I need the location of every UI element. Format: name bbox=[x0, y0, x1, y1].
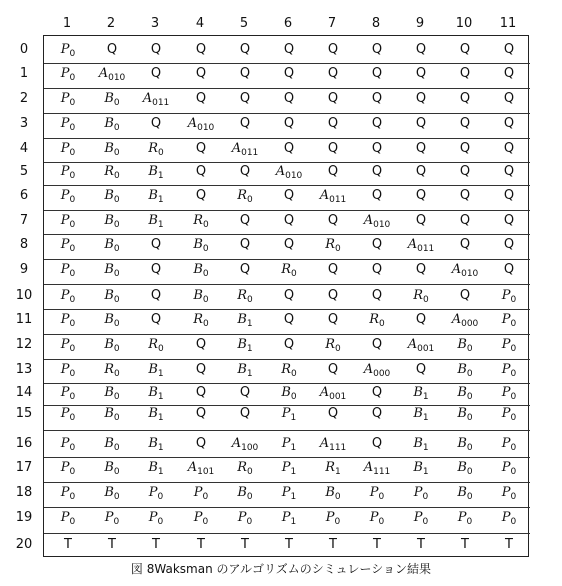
column-header: 10 bbox=[455, 16, 473, 31]
table-cell: $B_0$ bbox=[193, 288, 209, 305]
row-divider bbox=[44, 234, 530, 235]
table-cell: Q bbox=[283, 141, 295, 156]
row-divider bbox=[44, 210, 530, 211]
table-cell: $R_0$ bbox=[281, 262, 297, 279]
table-cell: $A_{101}$ bbox=[187, 460, 215, 477]
table-cell: $R_0$ bbox=[104, 362, 120, 379]
table-cell: Q bbox=[150, 262, 162, 277]
table-cell: $B_1$ bbox=[413, 385, 429, 402]
row-header: 2 bbox=[19, 91, 29, 106]
row-divider bbox=[44, 309, 530, 310]
table-cell: $B_0$ bbox=[104, 385, 120, 402]
table-cell: $P_1$ bbox=[281, 510, 297, 527]
table-cell: Q bbox=[150, 66, 162, 81]
table-cell: Q bbox=[371, 42, 383, 57]
table-cell: Q bbox=[239, 213, 251, 228]
table-cell: Q bbox=[239, 42, 251, 57]
table-cell: $B_0$ bbox=[104, 188, 120, 205]
table-cell: Q bbox=[327, 91, 339, 106]
column-header: 2 bbox=[106, 16, 116, 31]
table-cell: $R_0$ bbox=[413, 288, 429, 305]
table-cell: Q bbox=[371, 91, 383, 106]
row-divider bbox=[44, 507, 530, 508]
table-cell: Q bbox=[371, 406, 383, 421]
table-cell: Q bbox=[283, 188, 295, 203]
table-cell: $P_0$ bbox=[60, 337, 76, 354]
column-header: 11 bbox=[499, 16, 517, 31]
table-cell: $B_0$ bbox=[193, 237, 209, 254]
table-cell: $P_0$ bbox=[501, 510, 517, 527]
table-cell: Q bbox=[415, 116, 427, 131]
table-cell: $R_0$ bbox=[325, 237, 341, 254]
row-divider bbox=[44, 138, 530, 139]
row-header: 14 bbox=[15, 385, 33, 400]
table-cell: T bbox=[505, 537, 513, 552]
table-cell: Q bbox=[150, 116, 162, 131]
table-cell: Q bbox=[371, 436, 383, 451]
table-cell: $P_0$ bbox=[148, 510, 164, 527]
table-cell: $P_1$ bbox=[281, 406, 297, 423]
table-cell: Q bbox=[239, 91, 251, 106]
table-cell: $P_0$ bbox=[60, 510, 76, 527]
table-cell: $B_0$ bbox=[104, 485, 120, 502]
table-cell: Q bbox=[283, 337, 295, 352]
table-cell: T bbox=[241, 537, 249, 552]
table-cell: $P_0$ bbox=[237, 510, 253, 527]
row-divider bbox=[44, 533, 530, 534]
row-header: 4 bbox=[19, 141, 29, 156]
table-cell: Q bbox=[327, 406, 339, 421]
table-cell: Q bbox=[459, 288, 471, 303]
table-cell: Q bbox=[195, 42, 207, 57]
table-cell: Q bbox=[503, 237, 515, 252]
table-cell: $P_0$ bbox=[60, 362, 76, 379]
table-cell: $P_0$ bbox=[60, 116, 76, 133]
table-cell: Q bbox=[195, 141, 207, 156]
row-header: 10 bbox=[15, 288, 33, 303]
table-cell: $P_0$ bbox=[60, 91, 76, 108]
table-cell: Q bbox=[459, 42, 471, 57]
table-cell: Q bbox=[283, 66, 295, 81]
table-cell: $A_{100}$ bbox=[231, 436, 259, 453]
row-header: 1 bbox=[19, 66, 29, 81]
table-cell: $B_0$ bbox=[104, 141, 120, 158]
table-cell: $A_{111}$ bbox=[363, 460, 391, 477]
table-cell: $B_0$ bbox=[457, 337, 473, 354]
table-cell: Q bbox=[371, 288, 383, 303]
table-cell: Q bbox=[239, 164, 251, 179]
table-cell: Q bbox=[239, 116, 251, 131]
table-cell: Q bbox=[415, 91, 427, 106]
table-cell: $P_0$ bbox=[413, 485, 429, 502]
table-cell: $B_0$ bbox=[281, 385, 297, 402]
table-cell: Q bbox=[459, 188, 471, 203]
table-cell: $P_0$ bbox=[501, 362, 517, 379]
table-cell: $A_{010}$ bbox=[451, 262, 479, 279]
table-cell: Q bbox=[503, 141, 515, 156]
table-cell: $B_1$ bbox=[237, 312, 253, 329]
simulation-table bbox=[43, 35, 529, 557]
table-cell: Q bbox=[371, 188, 383, 203]
table-cell: Q bbox=[195, 362, 207, 377]
row-header: 18 bbox=[15, 485, 33, 500]
table-cell: $P_0$ bbox=[60, 385, 76, 402]
table-cell: $B_0$ bbox=[104, 288, 120, 305]
table-cell: $P_1$ bbox=[281, 436, 297, 453]
table-cell: $B_1$ bbox=[148, 362, 164, 379]
table-cell: Q bbox=[195, 406, 207, 421]
table-cell: Q bbox=[239, 385, 251, 400]
row-divider bbox=[44, 63, 530, 64]
table-cell: Q bbox=[195, 337, 207, 352]
table-cell: Q bbox=[283, 42, 295, 57]
row-header: 5 bbox=[19, 164, 29, 179]
table-cell: Q bbox=[371, 237, 383, 252]
table-cell: Q bbox=[371, 337, 383, 352]
table-cell: Q bbox=[459, 66, 471, 81]
table-cell: $P_0$ bbox=[501, 436, 517, 453]
table-cell: $A_{010}$ bbox=[275, 164, 303, 181]
table-cell: $A_{000}$ bbox=[451, 312, 479, 329]
table-cell: Q bbox=[283, 237, 295, 252]
table-cell: T bbox=[373, 537, 381, 552]
table-cell: $P_0$ bbox=[501, 485, 517, 502]
row-header: 6 bbox=[19, 188, 29, 203]
table-cell: $B_0$ bbox=[104, 262, 120, 279]
table-cell: $A_{011}$ bbox=[407, 237, 435, 254]
column-header: 9 bbox=[415, 16, 425, 31]
table-cell: T bbox=[285, 537, 293, 552]
table-cell: T bbox=[461, 537, 469, 552]
table-cell: Q bbox=[503, 66, 515, 81]
table-cell: $P_0$ bbox=[60, 460, 76, 477]
table-cell: $B_0$ bbox=[104, 237, 120, 254]
table-cell: $R_0$ bbox=[193, 213, 209, 230]
table-cell: T bbox=[64, 537, 72, 552]
table-cell: Q bbox=[283, 312, 295, 327]
column-header: 4 bbox=[195, 16, 205, 31]
table-cell: $P_0$ bbox=[60, 188, 76, 205]
row-divider bbox=[44, 259, 530, 260]
table-cell: $A_{011}$ bbox=[231, 141, 259, 158]
table-cell: $P_0$ bbox=[60, 141, 76, 158]
table-cell: $B_0$ bbox=[457, 362, 473, 379]
table-cell: $B_0$ bbox=[457, 460, 473, 477]
table-cell: $P_0$ bbox=[60, 213, 76, 230]
column-header: 6 bbox=[283, 16, 293, 31]
table-cell: Q bbox=[327, 362, 339, 377]
table-cell: $B_0$ bbox=[325, 485, 341, 502]
table-cell: $R_0$ bbox=[148, 141, 164, 158]
table-cell: $P_0$ bbox=[369, 485, 385, 502]
table-cell: $B_0$ bbox=[457, 485, 473, 502]
row-header: 9 bbox=[19, 262, 29, 277]
row-header: 20 bbox=[15, 537, 33, 552]
table-cell: Q bbox=[459, 141, 471, 156]
table-cell: $R_0$ bbox=[325, 337, 341, 354]
column-header: 7 bbox=[327, 16, 337, 31]
table-cell: $R_0$ bbox=[237, 460, 253, 477]
table-cell: $P_0$ bbox=[60, 66, 76, 83]
table-cell: Q bbox=[195, 385, 207, 400]
table-cell: Q bbox=[239, 262, 251, 277]
table-cell: $R_0$ bbox=[369, 312, 385, 329]
table-cell: Q bbox=[503, 91, 515, 106]
table-cell: $B_1$ bbox=[413, 406, 429, 423]
row-header: 8 bbox=[19, 237, 29, 252]
table-cell: $P_0$ bbox=[325, 510, 341, 527]
table-cell: Q bbox=[327, 312, 339, 327]
table-cell: $P_0$ bbox=[60, 42, 76, 59]
table-cell: $B_0$ bbox=[104, 406, 120, 423]
table-cell: Q bbox=[459, 213, 471, 228]
table-cell: $B_1$ bbox=[237, 362, 253, 379]
table-cell: Q bbox=[283, 116, 295, 131]
row-divider bbox=[44, 88, 530, 89]
row-divider bbox=[44, 334, 530, 335]
table-cell: $B_0$ bbox=[104, 337, 120, 354]
table-cell: $P_0$ bbox=[60, 288, 76, 305]
row-header: 16 bbox=[15, 436, 33, 451]
table-cell: $P_0$ bbox=[369, 510, 385, 527]
table-cell: $P_1$ bbox=[281, 460, 297, 477]
table-cell: $P_1$ bbox=[281, 485, 297, 502]
table-cell: Q bbox=[150, 237, 162, 252]
table-cell: Q bbox=[503, 262, 515, 277]
table-cell: $P_0$ bbox=[457, 510, 473, 527]
table-cell: Q bbox=[195, 164, 207, 179]
table-cell: $P_0$ bbox=[60, 406, 76, 423]
table-cell: Q bbox=[503, 116, 515, 131]
table-cell: $B_0$ bbox=[104, 91, 120, 108]
table-cell: $P_0$ bbox=[60, 237, 76, 254]
table-cell: T bbox=[152, 537, 160, 552]
table-cell: $B_1$ bbox=[237, 337, 253, 354]
table-cell: Q bbox=[106, 42, 118, 57]
row-header: 17 bbox=[15, 460, 33, 475]
table-cell: Q bbox=[239, 406, 251, 421]
table-cell: $B_0$ bbox=[104, 312, 120, 329]
table-cell: Q bbox=[150, 42, 162, 57]
table-cell: $B_0$ bbox=[104, 213, 120, 230]
table-cell: $A_{000}$ bbox=[363, 362, 391, 379]
table-cell: $P_0$ bbox=[60, 485, 76, 502]
table-cell: Q bbox=[327, 66, 339, 81]
table-cell: $R_0$ bbox=[148, 337, 164, 354]
table-cell: Q bbox=[459, 116, 471, 131]
column-header: 3 bbox=[150, 16, 160, 31]
row-divider bbox=[44, 383, 530, 384]
table-cell: $A_{010}$ bbox=[98, 66, 126, 83]
table-cell: $R_0$ bbox=[237, 188, 253, 205]
table-cell: $B_1$ bbox=[148, 164, 164, 181]
table-cell: $A_{001}$ bbox=[407, 337, 435, 354]
row-header: 15 bbox=[15, 406, 33, 421]
table-cell: Q bbox=[150, 288, 162, 303]
table-cell: Q bbox=[195, 188, 207, 203]
table-cell: $B_0$ bbox=[237, 485, 253, 502]
column-header: 1 bbox=[62, 16, 72, 31]
row-divider bbox=[44, 482, 530, 483]
table-cell: $P_0$ bbox=[501, 406, 517, 423]
table-cell: $B_1$ bbox=[148, 460, 164, 477]
table-cell: Q bbox=[327, 42, 339, 57]
table-cell: $P_0$ bbox=[501, 460, 517, 477]
table-cell: $B_0$ bbox=[457, 436, 473, 453]
row-header: 12 bbox=[15, 337, 33, 352]
table-cell: Q bbox=[415, 42, 427, 57]
table-cell: Q bbox=[503, 164, 515, 179]
column-header: 5 bbox=[239, 16, 249, 31]
table-cell: $B_1$ bbox=[148, 406, 164, 423]
table-cell: Q bbox=[150, 312, 162, 327]
row-header: 0 bbox=[19, 42, 29, 57]
table-cell: $R_0$ bbox=[281, 362, 297, 379]
table-cell: Q bbox=[459, 237, 471, 252]
table-cell: $A_{111}$ bbox=[319, 436, 347, 453]
table-cell: $P_0$ bbox=[193, 510, 209, 527]
table-cell: T bbox=[197, 537, 205, 552]
table-cell: $P_0$ bbox=[104, 510, 120, 527]
table-cell: Q bbox=[239, 237, 251, 252]
row-divider bbox=[44, 430, 530, 431]
table-cell: Q bbox=[327, 288, 339, 303]
table-cell: $P_0$ bbox=[60, 164, 76, 181]
table-cell: Q bbox=[415, 262, 427, 277]
table-cell: Q bbox=[371, 66, 383, 81]
table-cell: T bbox=[108, 537, 116, 552]
table-cell: Q bbox=[415, 164, 427, 179]
row-divider bbox=[44, 162, 530, 163]
table-cell: $P_0$ bbox=[60, 436, 76, 453]
table-cell: $B_0$ bbox=[104, 460, 120, 477]
table-cell: Q bbox=[283, 91, 295, 106]
table-cell: Q bbox=[327, 213, 339, 228]
table-cell: $P_0$ bbox=[148, 485, 164, 502]
row-header: 11 bbox=[15, 312, 33, 327]
table-cell: $P_0$ bbox=[60, 262, 76, 279]
table-cell: Q bbox=[503, 213, 515, 228]
table-cell: Q bbox=[459, 91, 471, 106]
row-divider bbox=[44, 457, 530, 458]
row-divider bbox=[44, 359, 530, 360]
row-header: 19 bbox=[15, 510, 33, 525]
table-cell: Q bbox=[371, 385, 383, 400]
table-cell: Q bbox=[195, 66, 207, 81]
table-cell: Q bbox=[195, 436, 207, 451]
table-cell: T bbox=[417, 537, 425, 552]
table-cell: $R_0$ bbox=[104, 164, 120, 181]
table-cell: $P_0$ bbox=[193, 485, 209, 502]
table-cell: Q bbox=[327, 164, 339, 179]
table-cell: Q bbox=[327, 262, 339, 277]
table-cell: Q bbox=[371, 164, 383, 179]
table-cell: $B_1$ bbox=[413, 436, 429, 453]
row-header: 3 bbox=[19, 116, 29, 131]
table-cell: $R_1$ bbox=[325, 460, 341, 477]
table-cell: Q bbox=[503, 42, 515, 57]
row-divider bbox=[44, 284, 530, 285]
table-cell: $B_0$ bbox=[104, 436, 120, 453]
table-cell: Q bbox=[327, 141, 339, 156]
row-divider bbox=[44, 185, 530, 186]
row-divider bbox=[44, 113, 530, 114]
table-cell: Q bbox=[283, 288, 295, 303]
table-cell: $A_{010}$ bbox=[187, 116, 215, 133]
table-cell: $P_0$ bbox=[501, 337, 517, 354]
table-cell: Q bbox=[371, 262, 383, 277]
table-cell: Q bbox=[239, 66, 251, 81]
table-cell: Q bbox=[415, 188, 427, 203]
table-cell: $P_0$ bbox=[60, 312, 76, 329]
table-cell: $A_{001}$ bbox=[319, 385, 347, 402]
table-cell: $P_0$ bbox=[413, 510, 429, 527]
table-cell: $B_1$ bbox=[148, 436, 164, 453]
table-cell: Q bbox=[459, 164, 471, 179]
table-cell: $B_0$ bbox=[457, 385, 473, 402]
row-header: 7 bbox=[19, 213, 29, 228]
row-header: 13 bbox=[15, 362, 33, 377]
table-cell: $P_0$ bbox=[501, 312, 517, 329]
table-cell: $P_0$ bbox=[501, 288, 517, 305]
table-cell: Q bbox=[415, 312, 427, 327]
table-cell: $R_0$ bbox=[237, 288, 253, 305]
table-cell: $B_0$ bbox=[104, 116, 120, 133]
table-cell: Q bbox=[503, 188, 515, 203]
table-cell: $P_0$ bbox=[501, 385, 517, 402]
table-cell: Q bbox=[415, 141, 427, 156]
table-cell: $B_1$ bbox=[148, 385, 164, 402]
table-cell: $R_0$ bbox=[193, 312, 209, 329]
table-cell: Q bbox=[415, 213, 427, 228]
table-cell: $A_{011}$ bbox=[142, 91, 170, 108]
table-cell: Q bbox=[371, 141, 383, 156]
table-cell: $B_0$ bbox=[457, 406, 473, 423]
table-cell: Q bbox=[415, 362, 427, 377]
table-cell: $A_{010}$ bbox=[363, 213, 391, 230]
table-cell: Q bbox=[415, 66, 427, 81]
table-cell: $B_1$ bbox=[413, 460, 429, 477]
table-cell: $B_1$ bbox=[148, 213, 164, 230]
table-cell: Q bbox=[371, 116, 383, 131]
table-cell: $A_{011}$ bbox=[319, 188, 347, 205]
table-cell: Q bbox=[283, 213, 295, 228]
table-cell: Q bbox=[195, 91, 207, 106]
table-cell: $B_0$ bbox=[193, 262, 209, 279]
column-header: 8 bbox=[371, 16, 381, 31]
table-cell: Q bbox=[327, 116, 339, 131]
table-cell: T bbox=[329, 537, 337, 552]
figure-caption: 図 8Waksman のアルゴリズムのシミュレーション結果 bbox=[130, 562, 432, 576]
table-cell: $B_1$ bbox=[148, 188, 164, 205]
